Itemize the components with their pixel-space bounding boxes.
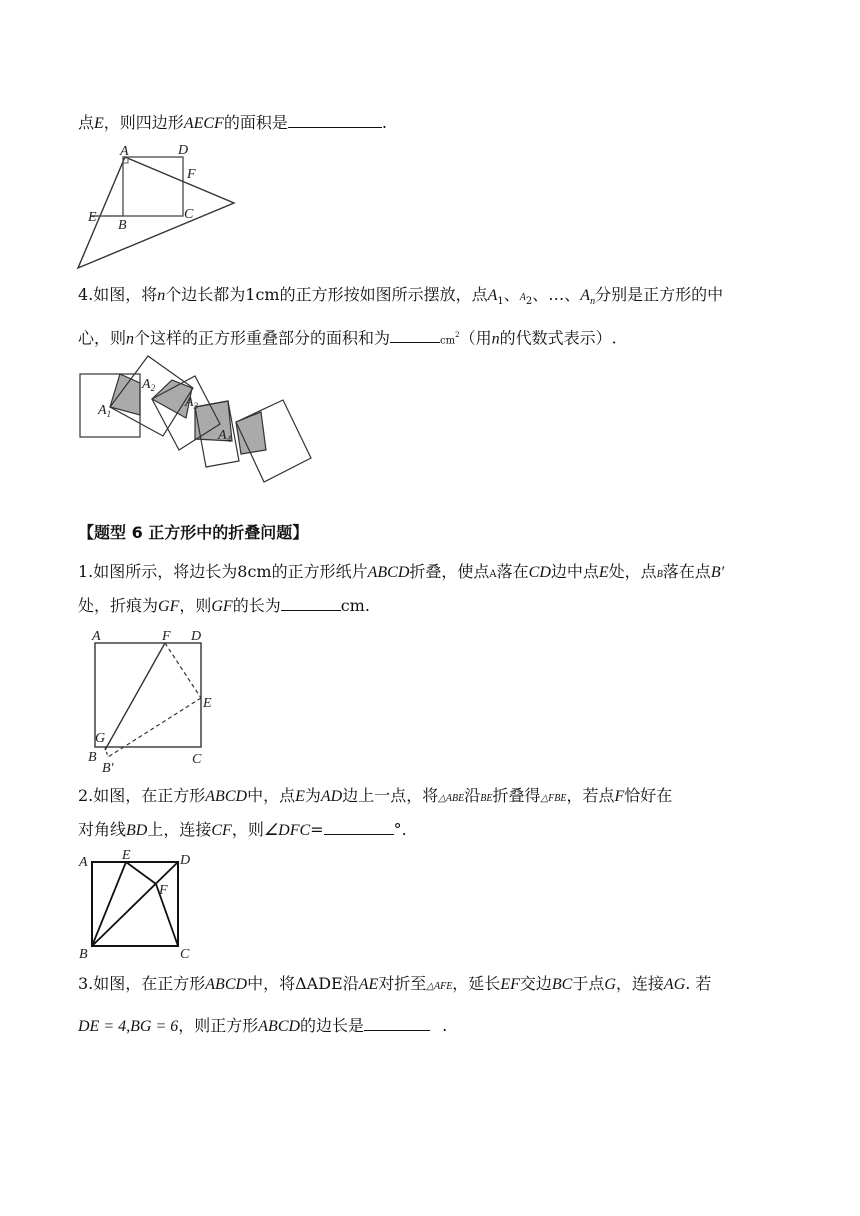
var-f: F <box>614 788 625 805</box>
text: 如图所示，将边长为8cm的正方形纸片 <box>93 562 368 581</box>
label-b-prime: B′ <box>102 761 114 776</box>
text: 沿 <box>464 786 481 805</box>
var-abcd: ABCD <box>205 788 248 805</box>
fold-1-line-1 <box>78 561 724 586</box>
text: . <box>381 113 387 132</box>
text: 如图，将 <box>93 285 158 304</box>
text: 于点 <box>572 974 605 993</box>
text: 中，点 <box>247 786 296 805</box>
problem-number: 2. <box>78 786 94 805</box>
text: . 若 <box>685 974 712 993</box>
text: 、 <box>503 285 520 304</box>
diagonal-bd <box>92 862 178 946</box>
label-e: E <box>88 210 97 225</box>
var-n: n <box>491 330 500 348</box>
figure-fold-2 <box>76 848 206 963</box>
label-d: D <box>178 143 189 158</box>
text: 上，连接 <box>147 820 212 839</box>
label-a1: $A_1$ <box>98 403 112 419</box>
label-c: C <box>184 207 194 222</box>
text: 处，折痕为 <box>78 596 159 615</box>
var-gf: GF <box>211 598 233 615</box>
var-a2: A <box>519 292 526 303</box>
var-ad: AD <box>320 788 343 805</box>
text: ，连接 <box>615 974 664 993</box>
section-title: 【题型 6 正方形中的折叠问题】 <box>78 523 309 542</box>
figure-4 <box>78 354 318 484</box>
triangle-ade: ΔADE <box>295 974 343 993</box>
problem-number: 1. <box>78 562 94 581</box>
var-abcd: ABCD <box>205 976 248 993</box>
text: 落在点 <box>662 562 711 581</box>
problem-3-tail <box>78 111 387 135</box>
fold-3-line-2 <box>78 1014 447 1038</box>
label-c: C <box>180 947 190 962</box>
text: 的边长是 <box>300 1016 365 1035</box>
problem-4-line-2 <box>78 324 617 352</box>
label-f: F <box>187 167 196 182</box>
label-a: A <box>92 629 101 644</box>
label-f: F <box>162 629 171 644</box>
triangle-fbe: △FBE <box>540 793 567 804</box>
text: ，则 <box>231 820 264 839</box>
text: 心，则 <box>78 328 127 348</box>
var-ef: EF <box>500 976 520 993</box>
text: 中，将 <box>247 974 296 993</box>
var-a: A <box>489 569 497 580</box>
text: 落在 <box>496 562 529 581</box>
var-g: G <box>604 976 616 993</box>
fold-3-line-1 <box>78 973 711 998</box>
text: 沿 <box>342 974 359 993</box>
unit: cm <box>440 335 456 347</box>
superscript: 2 <box>455 331 460 339</box>
text: ，则四边形 <box>103 113 184 132</box>
text: . <box>442 1016 448 1035</box>
triangle <box>78 157 234 268</box>
var-be: BE <box>480 793 493 804</box>
text: 交边 <box>519 974 552 993</box>
var-bc: BC <box>551 976 573 993</box>
var-e: E <box>295 788 305 805</box>
text: 点 <box>78 113 95 132</box>
label-c: C <box>192 752 202 767</box>
label-d: D <box>191 629 202 644</box>
fold-2-line-1 <box>78 785 672 810</box>
text: 为 <box>304 786 321 805</box>
label-a: A <box>120 144 129 159</box>
var-e: E <box>598 564 609 581</box>
text: 如图，在正方形 <box>93 786 206 805</box>
text: = <box>310 820 324 839</box>
text: 对角线 <box>78 820 127 839</box>
text: 、 <box>564 285 581 304</box>
text: 边上一点，将 <box>342 786 439 805</box>
fold-1-line-2 <box>78 594 370 618</box>
text: 折叠，使点 <box>409 562 490 581</box>
text: 如图，在正方形 <box>93 974 206 993</box>
text: ，则 <box>179 596 212 615</box>
figure-fold-1 <box>80 624 230 774</box>
text: 个这样的正方形重叠部分的面积和为 <box>134 328 391 348</box>
fold-2-line-2 <box>78 818 407 842</box>
text: ，则正方形 <box>178 1016 259 1035</box>
label-a3: $A_3$ <box>185 395 199 411</box>
label-a: A <box>79 855 88 870</box>
text: 处，点 <box>608 562 657 581</box>
subscript: 1 <box>497 296 504 308</box>
problem-number: 3. <box>78 974 94 993</box>
text: °. <box>393 820 407 839</box>
label-g: G <box>95 731 106 746</box>
var-abcd: ABCD <box>258 1018 301 1035</box>
dashed-fe <box>165 643 201 698</box>
var-a1: A <box>487 287 498 304</box>
var-n: n <box>126 330 135 348</box>
square-abcd <box>95 643 201 747</box>
triangle-afe: △AFE <box>426 981 453 992</box>
text: （用 <box>459 328 492 348</box>
label-b: B <box>88 750 97 765</box>
text: ，若点 <box>566 786 615 805</box>
label-b: B <box>79 947 88 962</box>
text: 边中点 <box>550 562 599 581</box>
text: … <box>548 285 565 304</box>
text: cm. <box>340 596 370 615</box>
text: 折叠得 <box>492 786 541 805</box>
var-an: A <box>580 287 591 304</box>
text: 对折至 <box>378 974 427 993</box>
text: 分别是正方形的中 <box>595 285 724 304</box>
var-ag: AG <box>663 976 686 993</box>
condition: DE = 4,BG = 6 <box>78 1018 179 1035</box>
problem-4-line-1 <box>78 284 723 313</box>
label-b: B <box>118 218 127 233</box>
var-gf: GF <box>158 598 180 615</box>
answer-blank[interactable] <box>281 594 341 611</box>
text: 的代数式表示）. <box>499 328 617 348</box>
var-aecf: AECF <box>183 115 224 132</box>
label-a4: $A_4$ <box>218 428 232 444</box>
label-a2: $A_2$ <box>142 377 156 393</box>
subscript: 2 <box>525 296 533 308</box>
answer-blank[interactable] <box>364 1014 430 1031</box>
text: 、 <box>532 285 549 304</box>
square-abcd <box>123 157 183 216</box>
answer-blank[interactable] <box>390 326 440 343</box>
var-n: n <box>157 287 166 304</box>
label-d: D <box>180 853 191 868</box>
subscript: n <box>590 296 596 308</box>
label-f: F <box>159 883 168 898</box>
answer-blank[interactable] <box>324 818 394 835</box>
answer-blank[interactable] <box>288 111 382 128</box>
segment-ef <box>126 862 156 884</box>
text: ，延长 <box>452 974 501 993</box>
problem-number: 4. <box>78 285 94 304</box>
text: 个边长都为1cm的正方形按如图所示摆放，点 <box>165 285 488 304</box>
figure-3 <box>70 140 250 275</box>
var-cd: CD <box>528 564 551 581</box>
angle-dfc: ∠DFC <box>263 822 311 839</box>
crease-gf <box>105 643 165 750</box>
var-b: B <box>656 569 663 580</box>
label-e: E <box>203 696 212 711</box>
var-cf: CF <box>211 822 232 839</box>
var-ae: AE <box>358 976 379 993</box>
var-e: E <box>94 115 104 132</box>
label-e: E <box>122 848 131 863</box>
var-bd: BD <box>126 822 148 839</box>
var-b-prime: B′ <box>710 564 725 581</box>
text: 的长为 <box>232 596 281 615</box>
segment-be <box>92 862 126 946</box>
var-abcd: ABCD <box>367 564 410 581</box>
dashed-eb-prime <box>108 698 201 757</box>
triangle-abe: △ABE <box>438 793 465 804</box>
text: 的面积是 <box>223 113 288 132</box>
text: 恰好在 <box>624 786 673 805</box>
